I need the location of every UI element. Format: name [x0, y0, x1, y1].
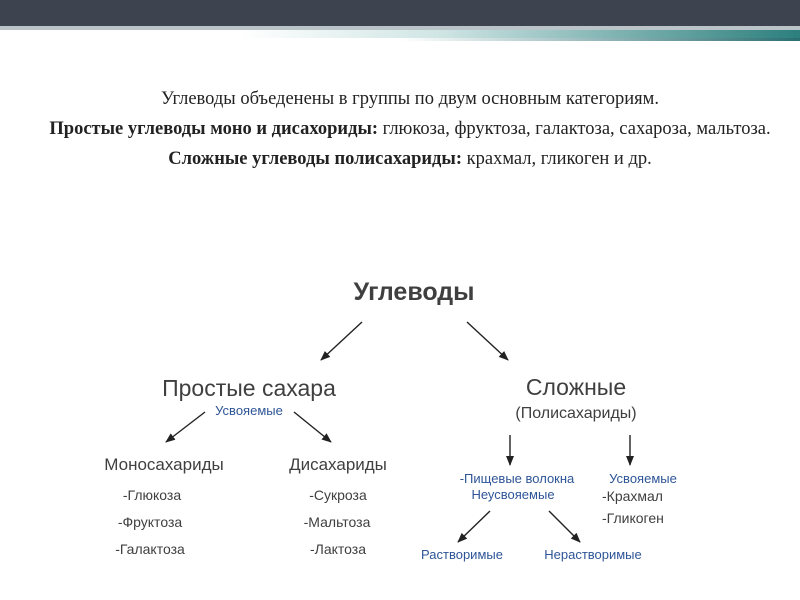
simple-sugars-title: Простые сахара — [162, 375, 336, 401]
intro-text-2: глюкоза, фруктоза, галактоза, сахароза, мальтоза. — [378, 119, 771, 139]
mono-title: Моносахариды — [104, 455, 224, 474]
digestible-title: Усвояемые — [609, 471, 677, 486]
arrow-fiber-to-soluble — [458, 511, 490, 542]
fiber-indigestible: Неусвояемые — [471, 487, 555, 502]
arrow-root-to-complex — [467, 322, 508, 360]
intro-text-1: Углеводы объеденены в группы по двум основным категориям. — [160, 89, 660, 109]
intro-text-3: крахмал, гликоген и др. — [462, 149, 652, 169]
insoluble-label: Нерастворимые — [544, 547, 642, 562]
mono-item: -Галактоза — [115, 541, 185, 557]
intro-bold-complex: Сложные углеводы полисахариды: — [168, 149, 463, 169]
di-title: Дисахариды — [289, 455, 387, 474]
soluble-label: Растворимые — [421, 547, 503, 562]
di-item: -Мальтоза — [303, 514, 371, 530]
di-item: -Сукроза — [309, 487, 367, 503]
di-item: -Лактоза — [309, 541, 367, 557]
arrow-fiber-to-insoluble — [549, 511, 580, 542]
complex-title: Сложные — [525, 374, 627, 400]
digestible-item: -Крахмал — [602, 488, 663, 504]
fiber-label: -Пищевые волокна — [459, 471, 575, 486]
arrow-root-to-simple — [321, 322, 362, 360]
mono-item: -Фруктоза — [117, 514, 183, 530]
complex-subtitle: (Полисахариды) — [515, 405, 637, 422]
arrow-simple-to-mono — [166, 412, 205, 442]
root-node: Углеводы — [353, 278, 475, 306]
digestible-item: -Гликоген — [602, 510, 664, 526]
simple-sugars-subtitle: Усвояемые — [215, 403, 283, 418]
arrow-simple-to-di — [294, 412, 331, 442]
intro-bold-simple: Простые углеводы моно и дисахориды: — [49, 119, 379, 139]
mono-item: -Глюкоза — [122, 487, 182, 503]
